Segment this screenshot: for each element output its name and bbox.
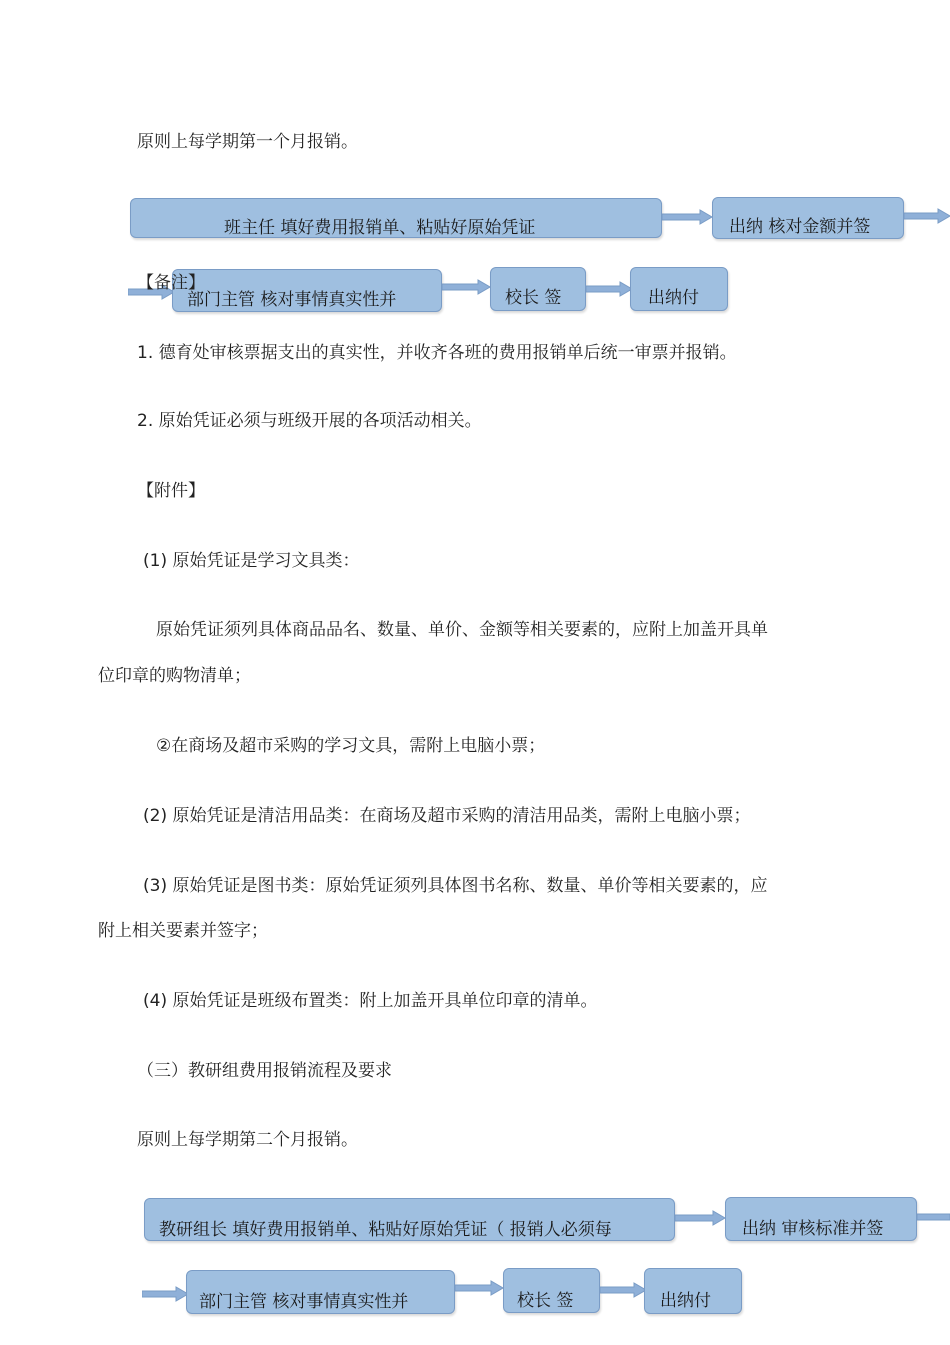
flow2-step-group-leader-label: 教研组长 填好费用报销单、粘贴好原始凭证（ 报销人必须每: [159, 1220, 612, 1240]
attachment-item-1-detail-line2: 位印章的购物清单；: [98, 666, 251, 686]
flow2-step-cashier-review: [725, 1197, 917, 1241]
attachment-item-1: (1) 原始凭证是学习文具类：: [143, 551, 360, 571]
flow1-step-dept-head-label: 部门主管 核对事情真实性并: [187, 290, 397, 310]
flow2-step-dept-head: [186, 1270, 455, 1314]
flow2-step-principal: [503, 1268, 600, 1313]
attachment-title: 【附件】: [137, 481, 205, 501]
attachment-item-3-line1: (3) 原始凭证是图书类：原始凭证须列具体图书名称、数量、单价等相关要素的，应: [143, 876, 768, 896]
flow1-step-cashier-verify: [712, 197, 904, 239]
flow2-arrow-2: [917, 1209, 950, 1225]
flow1-step-cashier-verify-label: 出纳 核对金额并签: [729, 217, 871, 237]
flow2-step-group-leader: [144, 1198, 675, 1241]
paragraph-reimburse-second-month: 原则上每学期第二个月报销。: [137, 1130, 358, 1150]
attachment-item-1-detail-line1: 原始凭证须列具体商品品名、数量、单价、金额等相关要素的，应附上加盖开具单: [156, 620, 768, 640]
flow2-step-cashier-pay: [644, 1268, 742, 1314]
flow2-arrow-4: [455, 1280, 503, 1296]
flow2-arrow-1: [675, 1210, 727, 1226]
flow2-arrow-5: [600, 1282, 646, 1298]
flow2-arrow-3: [142, 1286, 188, 1302]
flow2-step-cashier-review-label: 出纳 审核标准并签: [742, 1219, 884, 1239]
flow1-arrow-1: [662, 209, 714, 225]
attachment-item-2: (2) 原始凭证是清洁用品类：在商场及超市采购的清洁用品类，需附上电脑小票；: [143, 806, 751, 826]
attachment-item-1-sub-2: ②在商场及超市采购的学习文具，需附上电脑小票；: [156, 736, 546, 756]
flow1-step-cashier-pay-label: 出纳付: [648, 288, 699, 308]
attachment-item-3-line2: 附上相关要素并签字；: [98, 921, 268, 941]
section-heading-teaching-group: （三）教研组费用报销流程及要求: [137, 1061, 392, 1081]
flow1-step-cashier-pay: [630, 267, 728, 311]
flow2-step-cashier-pay-label: 出纳付: [660, 1291, 711, 1311]
attachment-item-4: (4) 原始凭证是班级布置类：附上加盖开具单位印章的清单。: [143, 991, 598, 1011]
flow1-step-class-teacher-label: 班主任 填好费用报销单、粘贴好原始凭证: [224, 218, 536, 238]
note-title: 【备注】: [137, 273, 205, 293]
flow1-step-dept-head: [172, 269, 442, 312]
paragraph-reimburse-first-month: 原则上每学期第一个月报销。: [137, 132, 358, 152]
flow2-step-principal-label: 校长 签: [517, 1291, 574, 1311]
flow1-step-principal: [490, 267, 586, 311]
flow1-arrow-2: [904, 208, 950, 224]
flow1-step-class-teacher: [130, 198, 662, 238]
note-item-1: 1. 德育处审核票据支出的真实性，并收齐各班的费用报销单后统一审票并报销。: [137, 343, 737, 363]
note-item-2: 2. 原始凭证必须与班级开展的各项活动相关。: [137, 411, 482, 431]
flow1-arrow-5: [586, 281, 632, 297]
flow1-arrow-4: [442, 279, 490, 295]
flow2-step-dept-head-label: 部门主管 核对事情真实性并: [199, 1292, 409, 1312]
flow1-step-principal-label: 校长 签: [505, 288, 562, 308]
